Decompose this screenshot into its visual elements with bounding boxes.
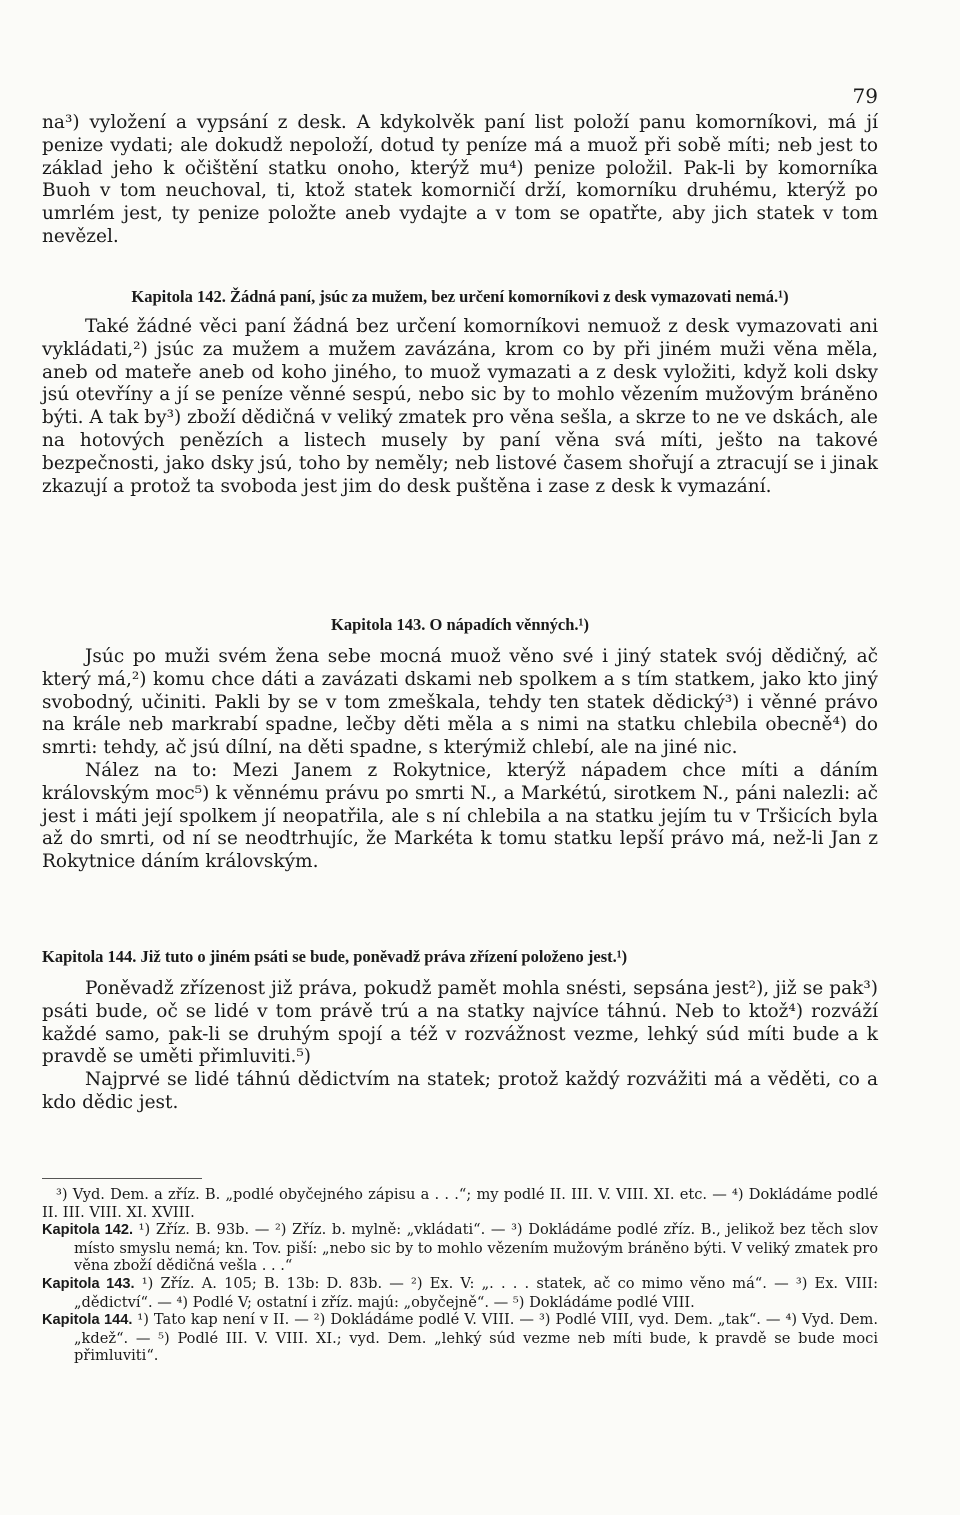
intro-paragraph: na³) vyložení a vypsání z desk. A kdykolvěk paní list položí panu komorníkovi, má jí penize vydati; ale dokudž nepoloží, dotud ty peníze má a muož při sobě míti; neb jest to základ jeho k očištění statku onoho, kterýž mu⁴) penize položil. Pak-li by komorníka Buoh v tom neuchoval, ti, ktož statek komorničí drží, komorníku druhému, kterýž po umrlém jest, ty penize položte aneb vydajte a v tom se opatřte, aby jich statek v tom nevězel. <box>42 112 878 247</box>
footnote-kapitola-142 <box>42 1221 878 1275</box>
footnote-divider <box>42 1178 202 1179</box>
chapter-143 <box>42 615 878 874</box>
intro-text <box>42 112 878 249</box>
book-page <box>42 0 878 1515</box>
footnote-text: ¹) Tato kap není v II. — ²) Dokládáme podlé V. VIII. — ³) Podlé VIII, vyd. Dem. „tak“. — ⁴) Vyd. Dem. „kdež“. — ⁵) Podlé III. V. VIII. XI.; vyd. Dem. „lehký súd vezme neb míti bude, k pravdě se bude moci přimluviti“. <box>74 1311 879 1365</box>
chapter-144-paragraph-1: Poněvadž zřízenost již práva, pokudž pamět mohla snésti, sepsána jest²), již se pak³) psáti bude, oč se lidé v tom právě trú a na statky najvíce táhnú. Neb to ktož⁴) rozváží každé samo, pak-li se druhým spojí a též v rozvážnost vezme, lehký súd míti bude a k pravdě se uměti přimluviti.⁵) <box>42 978 878 1068</box>
chapter-142-paragraph: Také žádné věci paní žádná bez určení komorníkovi nemuož z desk vymazovati ani vykládati,²) jsúc za mužem a mužem zavázána, krom co by při jiném muži věna měla, aneb od mateře aneb od koho jiného, to muož vymazati a z desk vyložiti, když koli dsky jsú otevříny a jí se peníze věnné sespú, nebo sic by to mohlo vězením mužovým bráněno býti. A tak by³) zboží dědičná v veliký zmatek pro věna sešla, a skrze to ne ve dskách, ale na hotových penězích a listech musely by paní věna svá míti, ješto na takové bezpečnosti, jako dsky jsú, toho by neměly; neb listové časem shořují a ztracují se i jinak zkazují a protož ta svoboda jest jim do desk puštěna i zase z desk k vymazání. <box>42 316 878 497</box>
chapter-144-paragraph-2: Najprvé se lidé táhnú dědictvím na statek; protož každý rozvážiti má a věděti, co a kdo dědic jest. <box>42 1069 878 1113</box>
footnote-kapitola-144 <box>42 1311 878 1365</box>
footnote-text: ¹) Zříz. A. 105; B. 13b: D. 83b. — ²) Ex. V: „. . . . statek, ač co mimo věno má“. — ³) Ex. VIII: „dědictví“. — ⁴) Podlé V; ostatní i zříz. majú: „obyčejně“. — ⁵) Dokládáme podlé VIII. <box>74 1274 878 1311</box>
chapter-143-heading: Kapitola 143. O nápadích věnných.¹) <box>331 615 589 634</box>
footnotes <box>42 1186 878 1365</box>
footnote-kapitola-143 <box>42 1275 878 1311</box>
chapter-144 <box>42 947 878 1115</box>
chapter-143-paragraph-1: Jsúc po muži svém žena sebe mocná muož věno své i jiný statek svój dědičný, ač který má,²) komu chce dáti a zavázati dskami neb spolkem a s tím statkem, jako kto jiný svobodný, učiniti. Pakli by se v tom zmeškala, tehdy ten statek dědický³) i věnné právo na krále neb markrabí spadne, lečby děti měla a s nimi na statku chlebila obecně⁴) do smrti: tehdy, ač jsú dílní, na děti spadne, s kterýmiž chlebí, ale na jiné nic. <box>42 646 878 759</box>
footnote-continued: ³) Vyd. Dem. a zříz. B. „podlé obyčejného zápisu a . . .“; my podlé II. III. V. VIII. XI. etc. — ⁴) Dokládáme podlé II. III. VIII. XI. XVIII. <box>42 1186 878 1221</box>
chapter-143-paragraph-2: Nález na to: Mezi Janem z Rokytnice, kterýž nápadem chce míti a dáním královským moc⁵) k věnnému právu po smrti N., a Markétú, sirotkem N., páni nalezli: ač jest i máti její spolkem jí neopatřila, ale s ní chlebila a na statku jejím tu v Tršicích byla až do smrti, od ní se neodtrhujíc, že Markéta k tomu statku lepší právo má, než-li Jan z Rokytnice dáním královským. <box>42 759 878 873</box>
page-number: 79 <box>852 84 878 108</box>
chapter-142-heading: Kapitola 142. Žádná paní, jsúc za mužem, bez určení komorníkovi z desk vymazovati nemá.¹) <box>131 287 789 306</box>
footnote-text: ¹) Zříz. B. 93b. — ²) Zříz. b. mylně: „vkládati“. — ³) Dokládáme podlé zříz. B., jelikož bez těch slov místo smyslu nemá; kn. Tov. piší: „nebo sic by to mohlo vězením mužovým bráněno býti. V veliký zmatek pro věna zboží dědičná vešla . . .“ <box>74 1221 879 1275</box>
chapter-144-heading: Kapitola 144. Již tuto o jiném psáti se bude, poněvadž práva zřízení položeno jest.¹) <box>42 947 628 966</box>
footnote-label: Kapitola 143. <box>42 1275 135 1292</box>
footnote-label: Kapitola 142. <box>42 1222 134 1239</box>
chapter-142 <box>42 287 878 498</box>
footnote-label: Kapitola 144. <box>42 1312 133 1329</box>
